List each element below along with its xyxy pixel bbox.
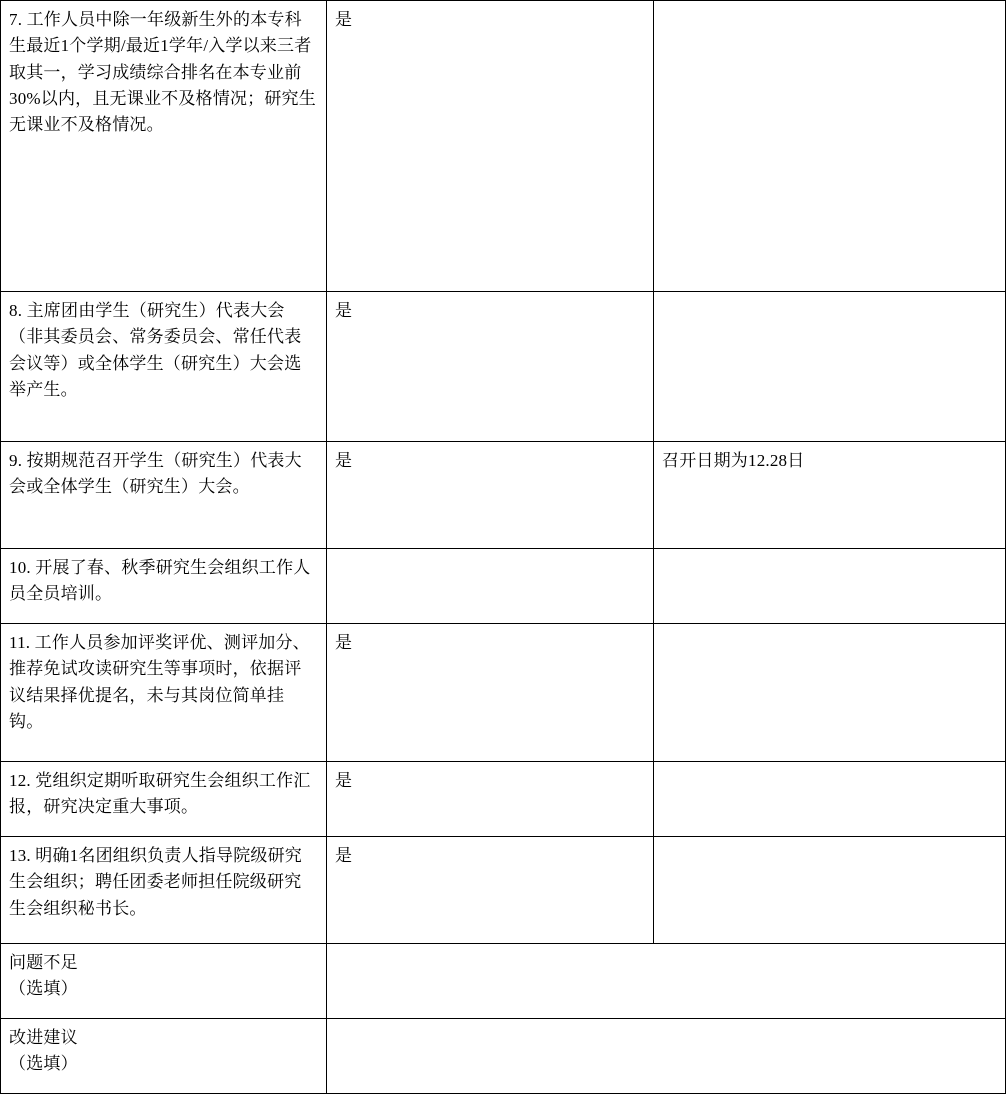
checklist-item-text: 13. 明确1名团组织负责人指导院级研究生会组织；聘任团委老师担任院级研究生会组织秘书长。	[1, 837, 327, 944]
table-row	[1, 762, 1006, 837]
checklist-item-text: 11. 工作人员参加评奖评优、测评加分、推荐免试攻读研究生等事项时，依据评议结果择优提名，未与其岗位简单挂钩。	[1, 624, 327, 762]
problems-value[interactable]	[327, 944, 1006, 1019]
table-row-suggestions	[1, 1019, 1006, 1094]
checklist-item-text: 9. 按期规范召开学生（研究生）代表大会或全体学生（研究生）大会。	[1, 442, 327, 549]
checklist-answer[interactable]	[327, 549, 654, 624]
table-row	[1, 837, 1006, 944]
problems-label-line2: （选填）	[9, 979, 78, 999]
checklist-answer[interactable]: 是	[327, 762, 654, 837]
checklist-note[interactable]	[654, 549, 1006, 624]
checklist-note[interactable]	[654, 837, 1006, 944]
suggestions-label	[1, 1019, 327, 1094]
checklist-answer[interactable]: 是	[327, 442, 654, 549]
checklist-item-text: 7. 工作人员中除一年级新生外的本专科生最近1个学期/最近1学年/入学以来三者取其一，学习成绩综合排名在本专业前30%以内，且无课业不及格情况；研究生无课业不及格情况。	[1, 1, 327, 292]
checklist-item-text: 12. 党组织定期听取研究生会组织工作汇报，研究决定重大事项。	[1, 762, 327, 837]
suggestions-label-line2: （选填）	[9, 1054, 78, 1074]
problems-label	[1, 944, 327, 1019]
checklist-item-text: 8. 主席团由学生（研究生）代表大会（非其委员会、常务委员会、常任代表会议等）或全体学生（研究生）大会选举产生。	[1, 292, 327, 442]
checklist-item-text: 10. 开展了春、秋季研究生会组织工作人员全员培训。	[1, 549, 327, 624]
table-row	[1, 624, 1006, 762]
suggestions-value[interactable]	[327, 1019, 1006, 1094]
checklist-note[interactable]	[654, 624, 1006, 762]
checklist-answer[interactable]: 是	[327, 837, 654, 944]
checklist-answer[interactable]: 是	[327, 292, 654, 442]
checklist-note[interactable]	[654, 762, 1006, 837]
table-row	[1, 1, 1006, 292]
checklist-answer[interactable]: 是	[327, 1, 654, 292]
problems-label-line1: 问题不足	[9, 953, 78, 972]
checklist-answer[interactable]: 是	[327, 624, 654, 762]
suggestions-label-line1: 改进建议	[9, 1028, 78, 1047]
table-row-problems	[1, 944, 1006, 1019]
table-row	[1, 442, 1006, 549]
checklist-note[interactable]	[654, 1, 1006, 292]
checklist-note[interactable]	[654, 292, 1006, 442]
checklist-note[interactable]: 召开日期为12.28日	[654, 442, 1006, 549]
table-row	[1, 292, 1006, 442]
table-row	[1, 549, 1006, 624]
